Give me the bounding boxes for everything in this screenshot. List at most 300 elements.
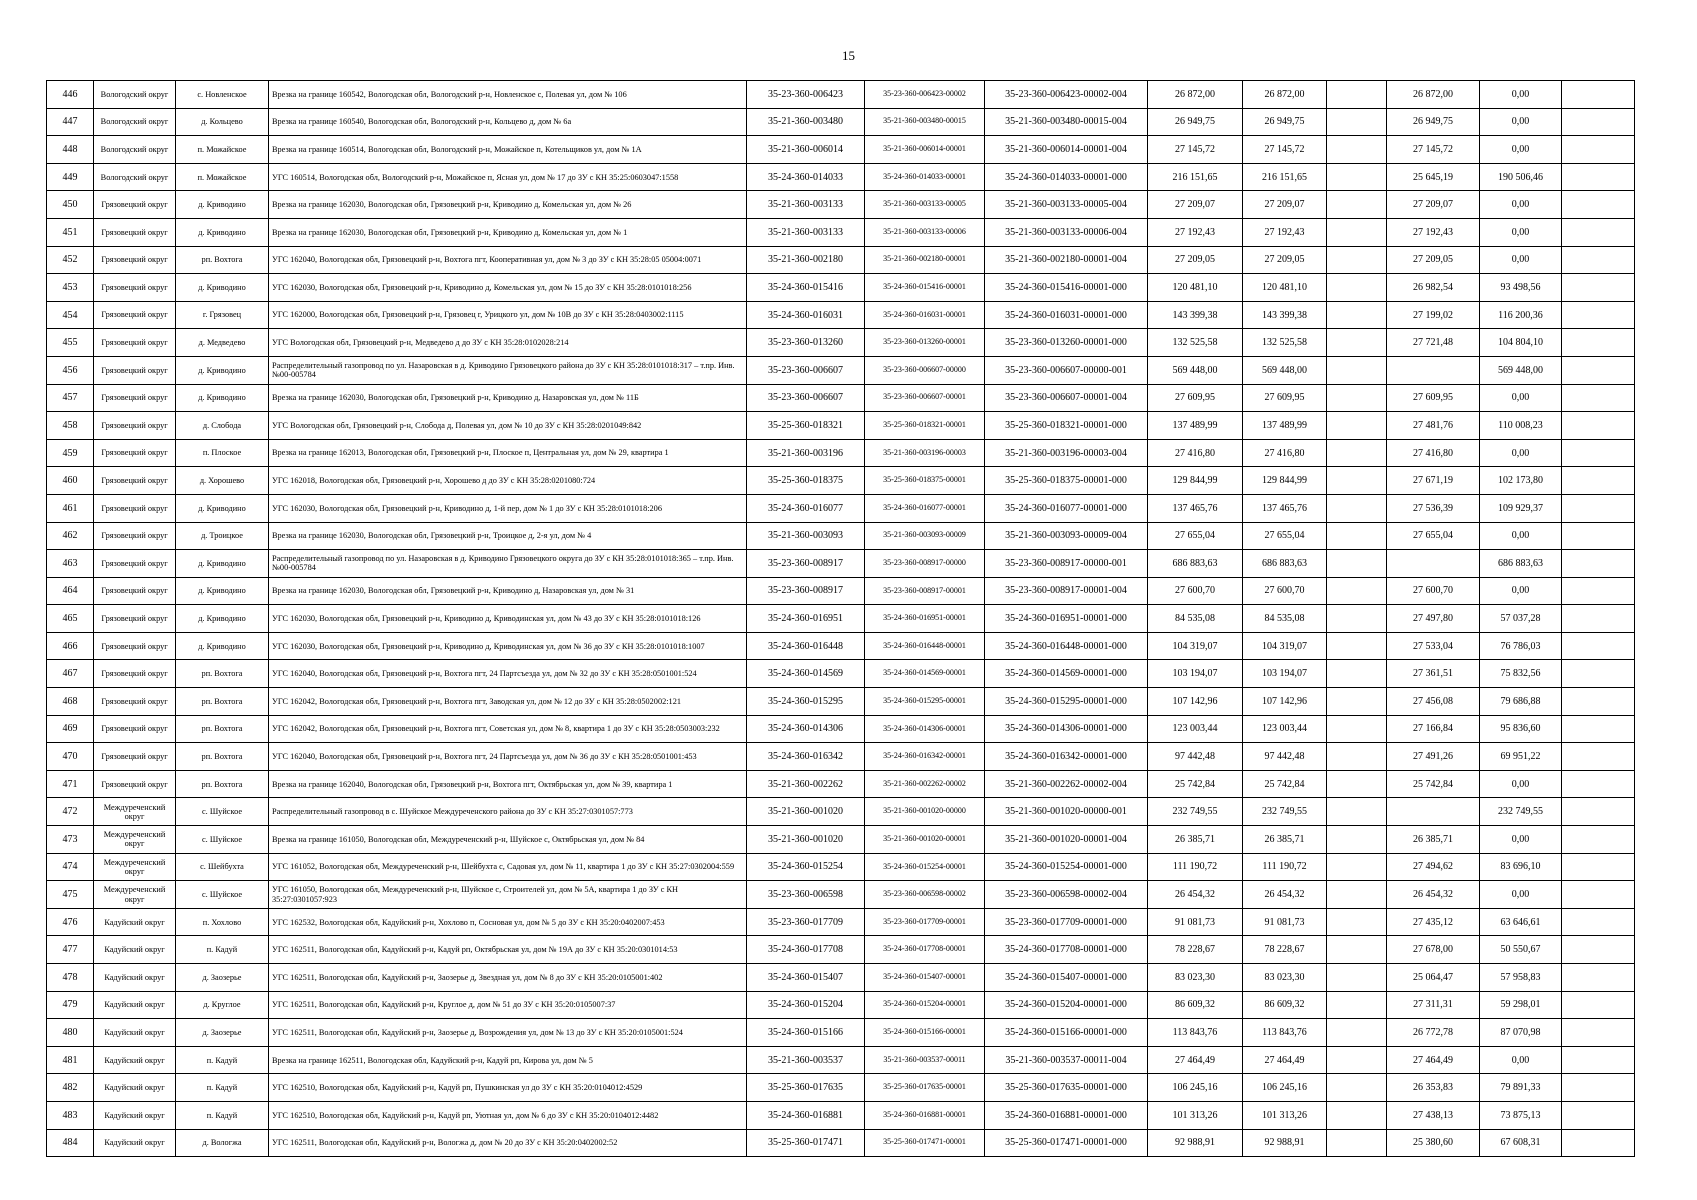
table-row [47, 494, 1635, 522]
code-cell: 35-25-360-018321 [747, 412, 865, 440]
subcode-cell: 35-21-360-001020-00000 [865, 798, 985, 826]
value-cell: 63 646,61 [1480, 908, 1562, 936]
code-cell: 35-21-360-003133 [747, 218, 865, 246]
empty-cell [1562, 743, 1635, 771]
value-cell: 27 209,07 [1148, 191, 1243, 219]
okrug-cell: Грязовецкий округ [94, 632, 176, 660]
value-cell: 104 319,07 [1243, 632, 1327, 660]
empty-cell [1562, 301, 1635, 329]
full-code-cell: 35-25-360-017635-00001-000 [985, 1074, 1148, 1102]
full-code-cell: 35-24-360-015254-00001-000 [985, 853, 1148, 881]
row-number: 476 [47, 908, 94, 936]
subcode-cell: 35-24-360-016881-00001 [865, 1101, 985, 1129]
empty-cell [1562, 246, 1635, 274]
subcode-cell: 35-23-360-006607-00001 [865, 384, 985, 412]
value-cell: 111 190,72 [1148, 853, 1243, 881]
description-cell: УГС 160514, Вологодская обл, Вологодский р-н, Можайское п, Ясная ул, дом № 17 до ЗУ с КН 35:25:0603047:1558 [269, 163, 747, 191]
full-code-cell: 35-24-360-014033-00001-000 [985, 163, 1148, 191]
full-code-cell: 35-21-360-002262-00002-004 [985, 770, 1148, 798]
full-code-cell: 35-21-360-001020-00000-001 [985, 798, 1148, 826]
okrug-cell: Грязовецкий округ [94, 246, 176, 274]
subcode-cell: 35-23-360-006423-00002 [865, 81, 985, 109]
settlement-cell: д. Троицкое [176, 522, 269, 550]
description-cell: УГС 161052, Вологодская обл, Междуреченский р-н, Шейбухта с, Садовая ул, дом № 11, квартира 1 до ЗУ с КН 35:27:0302004:559 [269, 853, 747, 881]
value-cell: 0,00 [1480, 108, 1562, 136]
value-cell: 686 883,63 [1243, 550, 1327, 578]
full-code-cell: 35-21-360-001020-00001-004 [985, 826, 1148, 854]
empty-cell [1562, 936, 1635, 964]
code-cell: 35-21-360-002180 [747, 246, 865, 274]
settlement-cell: д. Заозерье [176, 1019, 269, 1047]
value-cell: 116 200,36 [1480, 301, 1562, 329]
code-cell: 35-24-360-014569 [747, 660, 865, 688]
empty-cell [1562, 826, 1635, 854]
table-row [47, 218, 1635, 246]
full-code-cell: 35-25-360-017471-00001-000 [985, 1129, 1148, 1157]
code-cell: 35-21-360-002262 [747, 770, 865, 798]
table-row [47, 991, 1635, 1019]
value-cell: 27 209,05 [1387, 246, 1480, 274]
subcode-cell: 35-23-360-008917-00000 [865, 550, 985, 578]
value-cell: 95 836,60 [1480, 715, 1562, 743]
subcode-cell: 35-24-360-017708-00001 [865, 936, 985, 964]
value-cell [1327, 688, 1387, 716]
table-row [47, 246, 1635, 274]
value-cell: 25 742,84 [1387, 770, 1480, 798]
value-cell [1327, 1101, 1387, 1129]
subcode-cell: 35-24-360-016077-00001 [865, 494, 985, 522]
value-cell: 27 145,72 [1243, 136, 1327, 164]
value-cell: 27 209,05 [1148, 246, 1243, 274]
description-cell: УГС 162000, Вологодская обл, Грязовецкий р-н, Грязовец г, Урицкого ул, дом № 10В до ЗУ с КН 35:28:0403002:1115 [269, 301, 747, 329]
value-cell: 0,00 [1480, 246, 1562, 274]
settlement-cell: д. Заозерье [176, 964, 269, 992]
code-cell: 35-24-360-015254 [747, 853, 865, 881]
subcode-cell: 35-24-360-015407-00001 [865, 964, 985, 992]
empty-cell [1562, 1129, 1635, 1157]
description-cell: УГС 162018, Вологодская обл, Грязовецкий р-н, Хорошево д до ЗУ с КН 35:28:0201080:724 [269, 467, 747, 495]
value-cell: 91 081,73 [1243, 908, 1327, 936]
code-cell: 35-24-360-016951 [747, 605, 865, 633]
description-cell: УГС 162030, Вологодская обл, Грязовецкий р-н, Криводино д, Криводинская ул, дом № 43 до ЗУ с КН 35:28:0101018:126 [269, 605, 747, 633]
full-code-cell: 35-24-360-016077-00001-000 [985, 494, 1148, 522]
value-cell: 84 535,08 [1243, 605, 1327, 633]
row-number: 450 [47, 191, 94, 219]
value-cell: 123 003,44 [1148, 715, 1243, 743]
value-cell: 0,00 [1480, 826, 1562, 854]
row-number: 449 [47, 163, 94, 191]
empty-cell [1562, 1101, 1635, 1129]
settlement-cell: д. Кольцево [176, 108, 269, 136]
subcode-cell: 35-21-360-002180-00001 [865, 246, 985, 274]
full-code-cell: 35-24-360-014569-00001-000 [985, 660, 1148, 688]
description-cell: УГС 162030, Вологодская обл, Грязовецкий р-н, Криводино д, Криводинская ул, дом № 36 до ЗУ с КН 35:28:0101018:1007 [269, 632, 747, 660]
table-row [47, 191, 1635, 219]
settlement-cell: д. Криводино [176, 384, 269, 412]
empty-cell [1562, 991, 1635, 1019]
subcode-cell: 35-24-360-014033-00001 [865, 163, 985, 191]
table-row [47, 274, 1635, 302]
empty-cell [1562, 798, 1635, 826]
assets-table [46, 80, 1635, 1157]
table-row [47, 715, 1635, 743]
okrug-cell: Вологодский округ [94, 136, 176, 164]
okrug-cell: Грязовецкий округ [94, 439, 176, 467]
table-row [47, 81, 1635, 109]
value-cell: 104 804,10 [1480, 329, 1562, 357]
settlement-cell: с. Шейбухта [176, 853, 269, 881]
row-number: 452 [47, 246, 94, 274]
value-cell: 92 988,91 [1243, 1129, 1327, 1157]
okrug-cell: Грязовецкий округ [94, 715, 176, 743]
value-cell [1327, 274, 1387, 302]
okrug-cell: Кадуйский округ [94, 1046, 176, 1074]
table-row [47, 439, 1635, 467]
value-cell: 132 525,58 [1243, 329, 1327, 357]
description-cell: Врезка на границе 162030, Вологодская обл, Грязовецкий р-н, Криводино д, Назаровская ул, дом № 11Б [269, 384, 747, 412]
table-row [47, 1101, 1635, 1129]
table-row [47, 605, 1635, 633]
row-number: 451 [47, 218, 94, 246]
empty-cell [1562, 1019, 1635, 1047]
subcode-cell: 35-23-360-013260-00001 [865, 329, 985, 357]
code-cell: 35-24-360-016077 [747, 494, 865, 522]
okrug-cell: Междуреченский округ [94, 853, 176, 881]
value-cell: 110 008,23 [1480, 412, 1562, 440]
settlement-cell: д. Криводино [176, 577, 269, 605]
row-number: 462 [47, 522, 94, 550]
value-cell: 113 843,76 [1243, 1019, 1327, 1047]
full-code-cell: 35-23-360-013260-00001-000 [985, 329, 1148, 357]
subcode-cell: 35-23-360-006598-00002 [865, 881, 985, 909]
value-cell [1327, 81, 1387, 109]
empty-cell [1562, 136, 1635, 164]
settlement-cell: рп. Вохтога [176, 743, 269, 771]
value-cell: 27 481,76 [1387, 412, 1480, 440]
code-cell: 35-25-360-017471 [747, 1129, 865, 1157]
value-cell: 232 749,55 [1480, 798, 1562, 826]
row-number: 471 [47, 770, 94, 798]
empty-cell [1562, 881, 1635, 909]
value-cell [1387, 798, 1480, 826]
row-number: 448 [47, 136, 94, 164]
value-cell: 26 949,75 [1148, 108, 1243, 136]
empty-cell [1562, 384, 1635, 412]
okrug-cell: Кадуйский округ [94, 1129, 176, 1157]
value-cell [1327, 991, 1387, 1019]
full-code-cell: 35-23-360-006423-00002-004 [985, 81, 1148, 109]
value-cell [1327, 715, 1387, 743]
value-cell [1327, 412, 1387, 440]
okrug-cell: Грязовецкий округ [94, 577, 176, 605]
code-cell: 35-21-360-006014 [747, 136, 865, 164]
settlement-cell: рп. Вохтога [176, 246, 269, 274]
settlement-cell: п. Кадуй [176, 1046, 269, 1074]
table-row [47, 1129, 1635, 1157]
okrug-cell: Междуреченский округ [94, 798, 176, 826]
value-cell: 569 448,00 [1148, 356, 1243, 384]
value-cell: 27 536,39 [1387, 494, 1480, 522]
description-cell: Врезка на границе 162030, Вологодская обл, Грязовецкий р-н, Криводино д, Комельская ул, дом № 1 [269, 218, 747, 246]
settlement-cell: д. Вологжа [176, 1129, 269, 1157]
value-cell: 132 525,58 [1148, 329, 1243, 357]
row-number: 480 [47, 1019, 94, 1047]
value-cell: 79 891,33 [1480, 1074, 1562, 1102]
subcode-cell: 35-25-360-017635-00001 [865, 1074, 985, 1102]
description-cell: УГС 162042, Вологодская обл, Грязовецкий р-н, Вохтога пгт, Советская ул, дом № 8, квартира 1 до ЗУ с КН 35:28:0503003:232 [269, 715, 747, 743]
okrug-cell: Грязовецкий округ [94, 770, 176, 798]
table-row [47, 412, 1635, 440]
full-code-cell: 35-25-360-018375-00001-000 [985, 467, 1148, 495]
description-cell: УГС 162511, Вологодская обл, Кадуйский р-н, Кадуй рп, Октябрьская ул, дом № 19А до ЗУ с КН 35:20:0301014:53 [269, 936, 747, 964]
okrug-cell: Грязовецкий округ [94, 688, 176, 716]
value-cell: 27 145,72 [1387, 136, 1480, 164]
settlement-cell: рп. Вохтога [176, 660, 269, 688]
code-cell: 35-21-360-003537 [747, 1046, 865, 1074]
settlement-cell: п. Плоское [176, 439, 269, 467]
okrug-cell: Грязовецкий округ [94, 743, 176, 771]
code-cell: 35-25-360-017635 [747, 1074, 865, 1102]
value-cell: 75 832,56 [1480, 660, 1562, 688]
value-cell: 83 696,10 [1480, 853, 1562, 881]
row-number: 474 [47, 853, 94, 881]
subcode-cell: 35-25-360-018375-00001 [865, 467, 985, 495]
value-cell: 120 481,10 [1243, 274, 1327, 302]
code-cell: 35-21-360-003480 [747, 108, 865, 136]
value-cell: 27 166,84 [1387, 715, 1480, 743]
subcode-cell: 35-24-360-015166-00001 [865, 1019, 985, 1047]
value-cell: 137 465,76 [1148, 494, 1243, 522]
full-code-cell: 35-21-360-003480-00015-004 [985, 108, 1148, 136]
value-cell: 232 749,55 [1243, 798, 1327, 826]
full-code-cell: 35-23-360-006607-00001-004 [985, 384, 1148, 412]
row-number: 459 [47, 439, 94, 467]
description-cell: Врезка на границе 160540, Вологодская обл, Вологодский р-н, Кольцево д, дом № 6а [269, 108, 747, 136]
empty-cell [1562, 605, 1635, 633]
table-row [47, 853, 1635, 881]
subcode-cell: 35-21-360-003133-00006 [865, 218, 985, 246]
value-cell: 83 023,30 [1148, 964, 1243, 992]
subcode-cell: 35-24-360-016342-00001 [865, 743, 985, 771]
okrug-cell: Грязовецкий округ [94, 191, 176, 219]
empty-cell [1562, 494, 1635, 522]
value-cell [1327, 522, 1387, 550]
settlement-cell: рп. Вохтога [176, 688, 269, 716]
full-code-cell: 35-21-360-003093-00009-004 [985, 522, 1148, 550]
settlement-cell: д. Криводино [176, 274, 269, 302]
subcode-cell: 35-21-360-003093-00009 [865, 522, 985, 550]
value-cell: 27 361,51 [1387, 660, 1480, 688]
value-cell: 25 064,47 [1387, 964, 1480, 992]
value-cell: 59 298,01 [1480, 991, 1562, 1019]
description-cell: УГС 162030, Вологодская обл, Грязовецкий р-н, Криводино д, Комельская ул, дом № 15 до ЗУ с КН 35:28:0101018:256 [269, 274, 747, 302]
value-cell: 27 671,19 [1387, 467, 1480, 495]
value-cell [1327, 826, 1387, 854]
value-cell: 27 678,00 [1387, 936, 1480, 964]
table-row [47, 964, 1635, 992]
okrug-cell: Грязовецкий округ [94, 218, 176, 246]
value-cell: 57 037,28 [1480, 605, 1562, 633]
value-cell: 26 872,00 [1243, 81, 1327, 109]
value-cell [1327, 301, 1387, 329]
code-cell: 35-21-360-001020 [747, 798, 865, 826]
value-cell: 0,00 [1480, 577, 1562, 605]
empty-cell [1562, 467, 1635, 495]
description-cell: УГС 162040, Вологодская обл, Грязовецкий р-н, Вохтога пгт, Кооперативная ул, дом № 3 до ЗУ с КН 35:28:05 05004:0071 [269, 246, 747, 274]
full-code-cell: 35-23-360-008917-00001-004 [985, 577, 1148, 605]
empty-cell [1562, 1074, 1635, 1102]
full-code-cell: 35-24-360-015295-00001-000 [985, 688, 1148, 716]
value-cell: 102 173,80 [1480, 467, 1562, 495]
full-code-cell: 35-21-360-003133-00006-004 [985, 218, 1148, 246]
table-row [47, 1019, 1635, 1047]
description-cell: УГС 162511, Вологодская обл, Кадуйский р-н, Заозерье д, Возрождения ул, дом № 13 до ЗУ с КН 35:20:0105001:524 [269, 1019, 747, 1047]
row-number: 483 [47, 1101, 94, 1129]
settlement-cell: г. Грязовец [176, 301, 269, 329]
settlement-cell: д. Криводино [176, 550, 269, 578]
value-cell: 27 192,43 [1243, 218, 1327, 246]
value-cell: 26 772,78 [1387, 1019, 1480, 1047]
value-cell: 26 454,32 [1387, 881, 1480, 909]
empty-cell [1562, 522, 1635, 550]
okrug-cell: Грязовецкий округ [94, 660, 176, 688]
empty-cell [1562, 81, 1635, 109]
subcode-cell: 35-21-360-003196-00003 [865, 439, 985, 467]
value-cell: 27 311,31 [1387, 991, 1480, 1019]
settlement-cell: д. Слобода [176, 412, 269, 440]
value-cell [1327, 632, 1387, 660]
row-number: 458 [47, 412, 94, 440]
value-cell: 25 645,19 [1387, 163, 1480, 191]
row-number: 456 [47, 356, 94, 384]
value-cell: 67 608,31 [1480, 1129, 1562, 1157]
full-code-cell: 35-24-360-014306-00001-000 [985, 715, 1148, 743]
value-cell: 87 070,98 [1480, 1019, 1562, 1047]
value-cell: 0,00 [1480, 881, 1562, 909]
code-cell: 35-23-360-006607 [747, 356, 865, 384]
empty-cell [1562, 329, 1635, 357]
code-cell: 35-24-360-017708 [747, 936, 865, 964]
row-number: 454 [47, 301, 94, 329]
description-cell: Врезка на границе 162040, Вологодская обл, Грязовецкий р-н, Вохтога пгт, Октябрьская ул, дом № 39, квартира 1 [269, 770, 747, 798]
value-cell: 103 194,07 [1148, 660, 1243, 688]
settlement-cell: рп. Вохтога [176, 770, 269, 798]
subcode-cell: 35-23-360-006607-00000 [865, 356, 985, 384]
description-cell: Распределительный газопровод по ул. Назаровская в д. Криводино Грязовецкого округа до ЗУ с КН 35:28:0101018:365 – т.пр. Инв. №00-005784 [269, 550, 747, 578]
value-cell: 27 416,80 [1387, 439, 1480, 467]
code-cell: 35-24-360-015407 [747, 964, 865, 992]
row-number: 465 [47, 605, 94, 633]
empty-cell [1562, 577, 1635, 605]
table-row [47, 577, 1635, 605]
description-cell: Врезка на границе 162030, Вологодская обл, Грязовецкий р-н, Криводино д, Комельская ул, дом № 26 [269, 191, 747, 219]
value-cell: 27 655,04 [1387, 522, 1480, 550]
value-cell: 27 609,95 [1387, 384, 1480, 412]
value-cell: 27 655,04 [1243, 522, 1327, 550]
subcode-cell: 35-24-360-014569-00001 [865, 660, 985, 688]
settlement-cell: п. Можайское [176, 163, 269, 191]
okrug-cell: Грязовецкий округ [94, 329, 176, 357]
value-cell: 27 464,49 [1387, 1046, 1480, 1074]
full-code-cell: 35-21-360-002180-00001-004 [985, 246, 1148, 274]
full-code-cell: 35-21-360-003537-00011-004 [985, 1046, 1148, 1074]
okrug-cell: Грязовецкий округ [94, 412, 176, 440]
code-cell: 35-21-360-003093 [747, 522, 865, 550]
value-cell: 26 872,00 [1387, 81, 1480, 109]
empty-cell [1562, 964, 1635, 992]
row-number: 475 [47, 881, 94, 909]
full-code-cell: 35-24-360-015416-00001-000 [985, 274, 1148, 302]
value-cell: 27 192,43 [1387, 218, 1480, 246]
value-cell: 27 416,80 [1148, 439, 1243, 467]
settlement-cell: с. Шуйское [176, 798, 269, 826]
value-cell: 113 843,76 [1148, 1019, 1243, 1047]
subcode-cell: 35-21-360-003480-00015 [865, 108, 985, 136]
value-cell [1387, 550, 1480, 578]
value-cell: 97 442,48 [1243, 743, 1327, 771]
table-row [47, 632, 1635, 660]
value-cell: 569 448,00 [1243, 356, 1327, 384]
value-cell [1327, 356, 1387, 384]
value-cell [1327, 494, 1387, 522]
value-cell: 93 498,56 [1480, 274, 1562, 302]
value-cell [1327, 550, 1387, 578]
value-cell: 27 600,70 [1243, 577, 1327, 605]
table-row [47, 1046, 1635, 1074]
value-cell: 86 609,32 [1148, 991, 1243, 1019]
okrug-cell: Междуреченский округ [94, 826, 176, 854]
value-cell: 0,00 [1480, 384, 1562, 412]
description-cell: УГС 162510, Вологодская обл, Кадуйский р-н, Кадуй рп, Пушкинская ул до ЗУ с КН 35:20:0104012:4529 [269, 1074, 747, 1102]
value-cell: 91 081,73 [1148, 908, 1243, 936]
value-cell: 26 872,00 [1148, 81, 1243, 109]
empty-cell [1562, 1046, 1635, 1074]
description-cell: Распределительный газопровод в с. Шуйское Междуреченского района до ЗУ с КН 35:27:0301057:773 [269, 798, 747, 826]
value-cell: 101 313,26 [1243, 1101, 1327, 1129]
value-cell: 76 786,03 [1480, 632, 1562, 660]
value-cell: 569 448,00 [1480, 356, 1562, 384]
value-cell: 26 385,71 [1148, 826, 1243, 854]
value-cell: 83 023,30 [1243, 964, 1327, 992]
full-code-cell: 35-21-360-003196-00003-004 [985, 439, 1148, 467]
table-row [47, 163, 1635, 191]
description-cell: Врезка на границе 162013, Вологодская обл, Грязовецкий р-н, Плоское п, Центральная ул, дом № 29, квартира 1 [269, 439, 747, 467]
value-cell: 137 489,99 [1243, 412, 1327, 440]
subcode-cell: 35-25-360-017471-00001 [865, 1129, 985, 1157]
value-cell [1327, 1074, 1387, 1102]
value-cell: 26 982,54 [1387, 274, 1480, 302]
subcode-cell: 35-21-360-003133-00005 [865, 191, 985, 219]
description-cell: УГС 162042, Вологодская обл, Грязовецкий р-н, Вохтога пгт, Заводская ул, дом № 12 до ЗУ с КН 35:28:0502002:121 [269, 688, 747, 716]
row-number: 477 [47, 936, 94, 964]
table-row [47, 1074, 1635, 1102]
value-cell [1327, 1019, 1387, 1047]
value-cell: 79 686,88 [1480, 688, 1562, 716]
value-cell [1327, 853, 1387, 881]
settlement-cell: п. Кадуй [176, 936, 269, 964]
empty-cell [1562, 108, 1635, 136]
row-number: 482 [47, 1074, 94, 1102]
value-cell: 686 883,63 [1148, 550, 1243, 578]
value-cell: 27 609,95 [1148, 384, 1243, 412]
value-cell: 111 190,72 [1243, 853, 1327, 881]
value-cell: 27 494,62 [1387, 853, 1480, 881]
value-cell [1327, 384, 1387, 412]
value-cell [1327, 743, 1387, 771]
full-code-cell: 35-24-360-015407-00001-000 [985, 964, 1148, 992]
subcode-cell: 35-24-360-015204-00001 [865, 991, 985, 1019]
value-cell: 137 489,99 [1148, 412, 1243, 440]
